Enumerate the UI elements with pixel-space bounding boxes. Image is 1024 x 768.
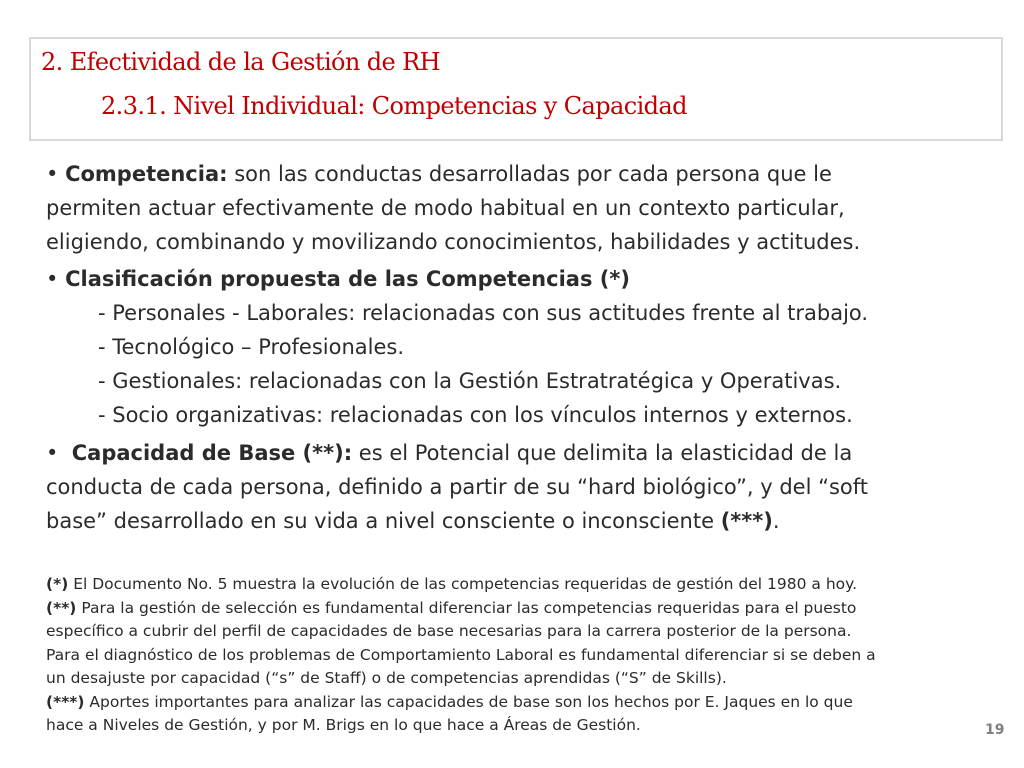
capacidad-label: Capacidad de Base (**): — [71, 441, 353, 465]
footnote-2-line-2: específico a cubrir del perfil de capacidades de base necesarias para la carrera posterior de la persona. — [46, 622, 852, 640]
capacidad-paragraph — [46, 436, 868, 538]
footnotes — [46, 573, 876, 738]
clasificacion-heading — [46, 262, 868, 296]
capacidad-ref: (***) — [720, 509, 773, 533]
clasificacion-list — [46, 262, 868, 432]
page-number: 19 — [985, 722, 1005, 738]
competencia-paragraph — [46, 157, 860, 259]
footnote-2-mark: (**) — [46, 598, 77, 617]
capacidad-line-1 — [46, 436, 868, 470]
footnote-3 — [46, 691, 876, 715]
bullet: • — [46, 162, 59, 186]
list-item: - Personales - Laborales: relacionadas con sus actitudes frente al trabajo. — [98, 301, 869, 325]
competencia-line-2: permiten actuar efectivamente de modo habitual en un contexto particular, — [46, 196, 845, 220]
competencia-text: son las conductas desarrolladas por cada persona que le — [227, 162, 832, 186]
competencia-label: Competencia: — [65, 162, 228, 186]
bullet: • — [46, 441, 59, 465]
capacidad-line-3 — [46, 504, 868, 538]
capacidad-text: es el Potencial que delimita la elasticidad de la — [352, 441, 853, 465]
list-item: - Tecnológico – Profesionales. — [98, 335, 405, 359]
footnote-1 — [46, 573, 876, 597]
competencia-line-3: eligiendo, combinando y movilizando conocimientos, habilidades y actitudes. — [46, 230, 861, 254]
capacidad-line-3-end: . — [772, 509, 780, 533]
footnote-3-line-2: hace a Niveles de Gestión, y por M. Brigs en lo que hace a Áreas de Gestión. — [46, 716, 641, 734]
footnote-2 — [46, 597, 876, 621]
capacidad-line-2: conducta de cada persona, definido a partir de su “hard biológico”, y del “soft — [46, 475, 869, 499]
footnote-1-text: El Documento No. 5 muestra la evolución de las competencias requeridas de gestión del 1980 a hoy. — [68, 575, 858, 593]
clasificacion-label: Clasificación propuesta de las Competencias (*) — [65, 267, 630, 291]
title-box — [29, 37, 1003, 141]
footnote-2-line-4: un desajuste por capacidad (“s” de Staff) o de competencias aprendidas (“S” de Skills). — [46, 669, 727, 687]
list-item: - Gestionales: relacionadas con la Gestión Estratratégica y Operativas. — [98, 369, 842, 393]
footnote-3-text: Aportes importantes para analizar las capacidades de base son los hechos por E. Jaques en lo que — [84, 692, 853, 711]
bullet: • — [46, 267, 59, 291]
section-title: 2. Efectividad de la Gestión de RH — [41, 48, 440, 76]
footnote-2-line-3: Para el diagnóstico de los problemas de Comportamiento Laboral es fundamental diferenciar si se deben a — [46, 645, 876, 664]
capacidad-line-3-text: base” desarrollado en su vida a nivel consciente o inconsciente — [46, 509, 721, 533]
footnote-1-mark: (*) — [46, 575, 69, 593]
competencia-line-1 — [46, 157, 860, 191]
subsection-title: 2.3.1. Nivel Individual: Competencias y Capacidad — [101, 92, 687, 120]
footnote-2-text: Para la gestión de selección es fundamental diferenciar las competencias requeridas para el puesto — [76, 598, 857, 617]
footnote-3-mark: (***) — [46, 692, 85, 711]
list-item: - Socio organizativas: relacionadas con los vínculos internos y externos. — [98, 403, 853, 427]
